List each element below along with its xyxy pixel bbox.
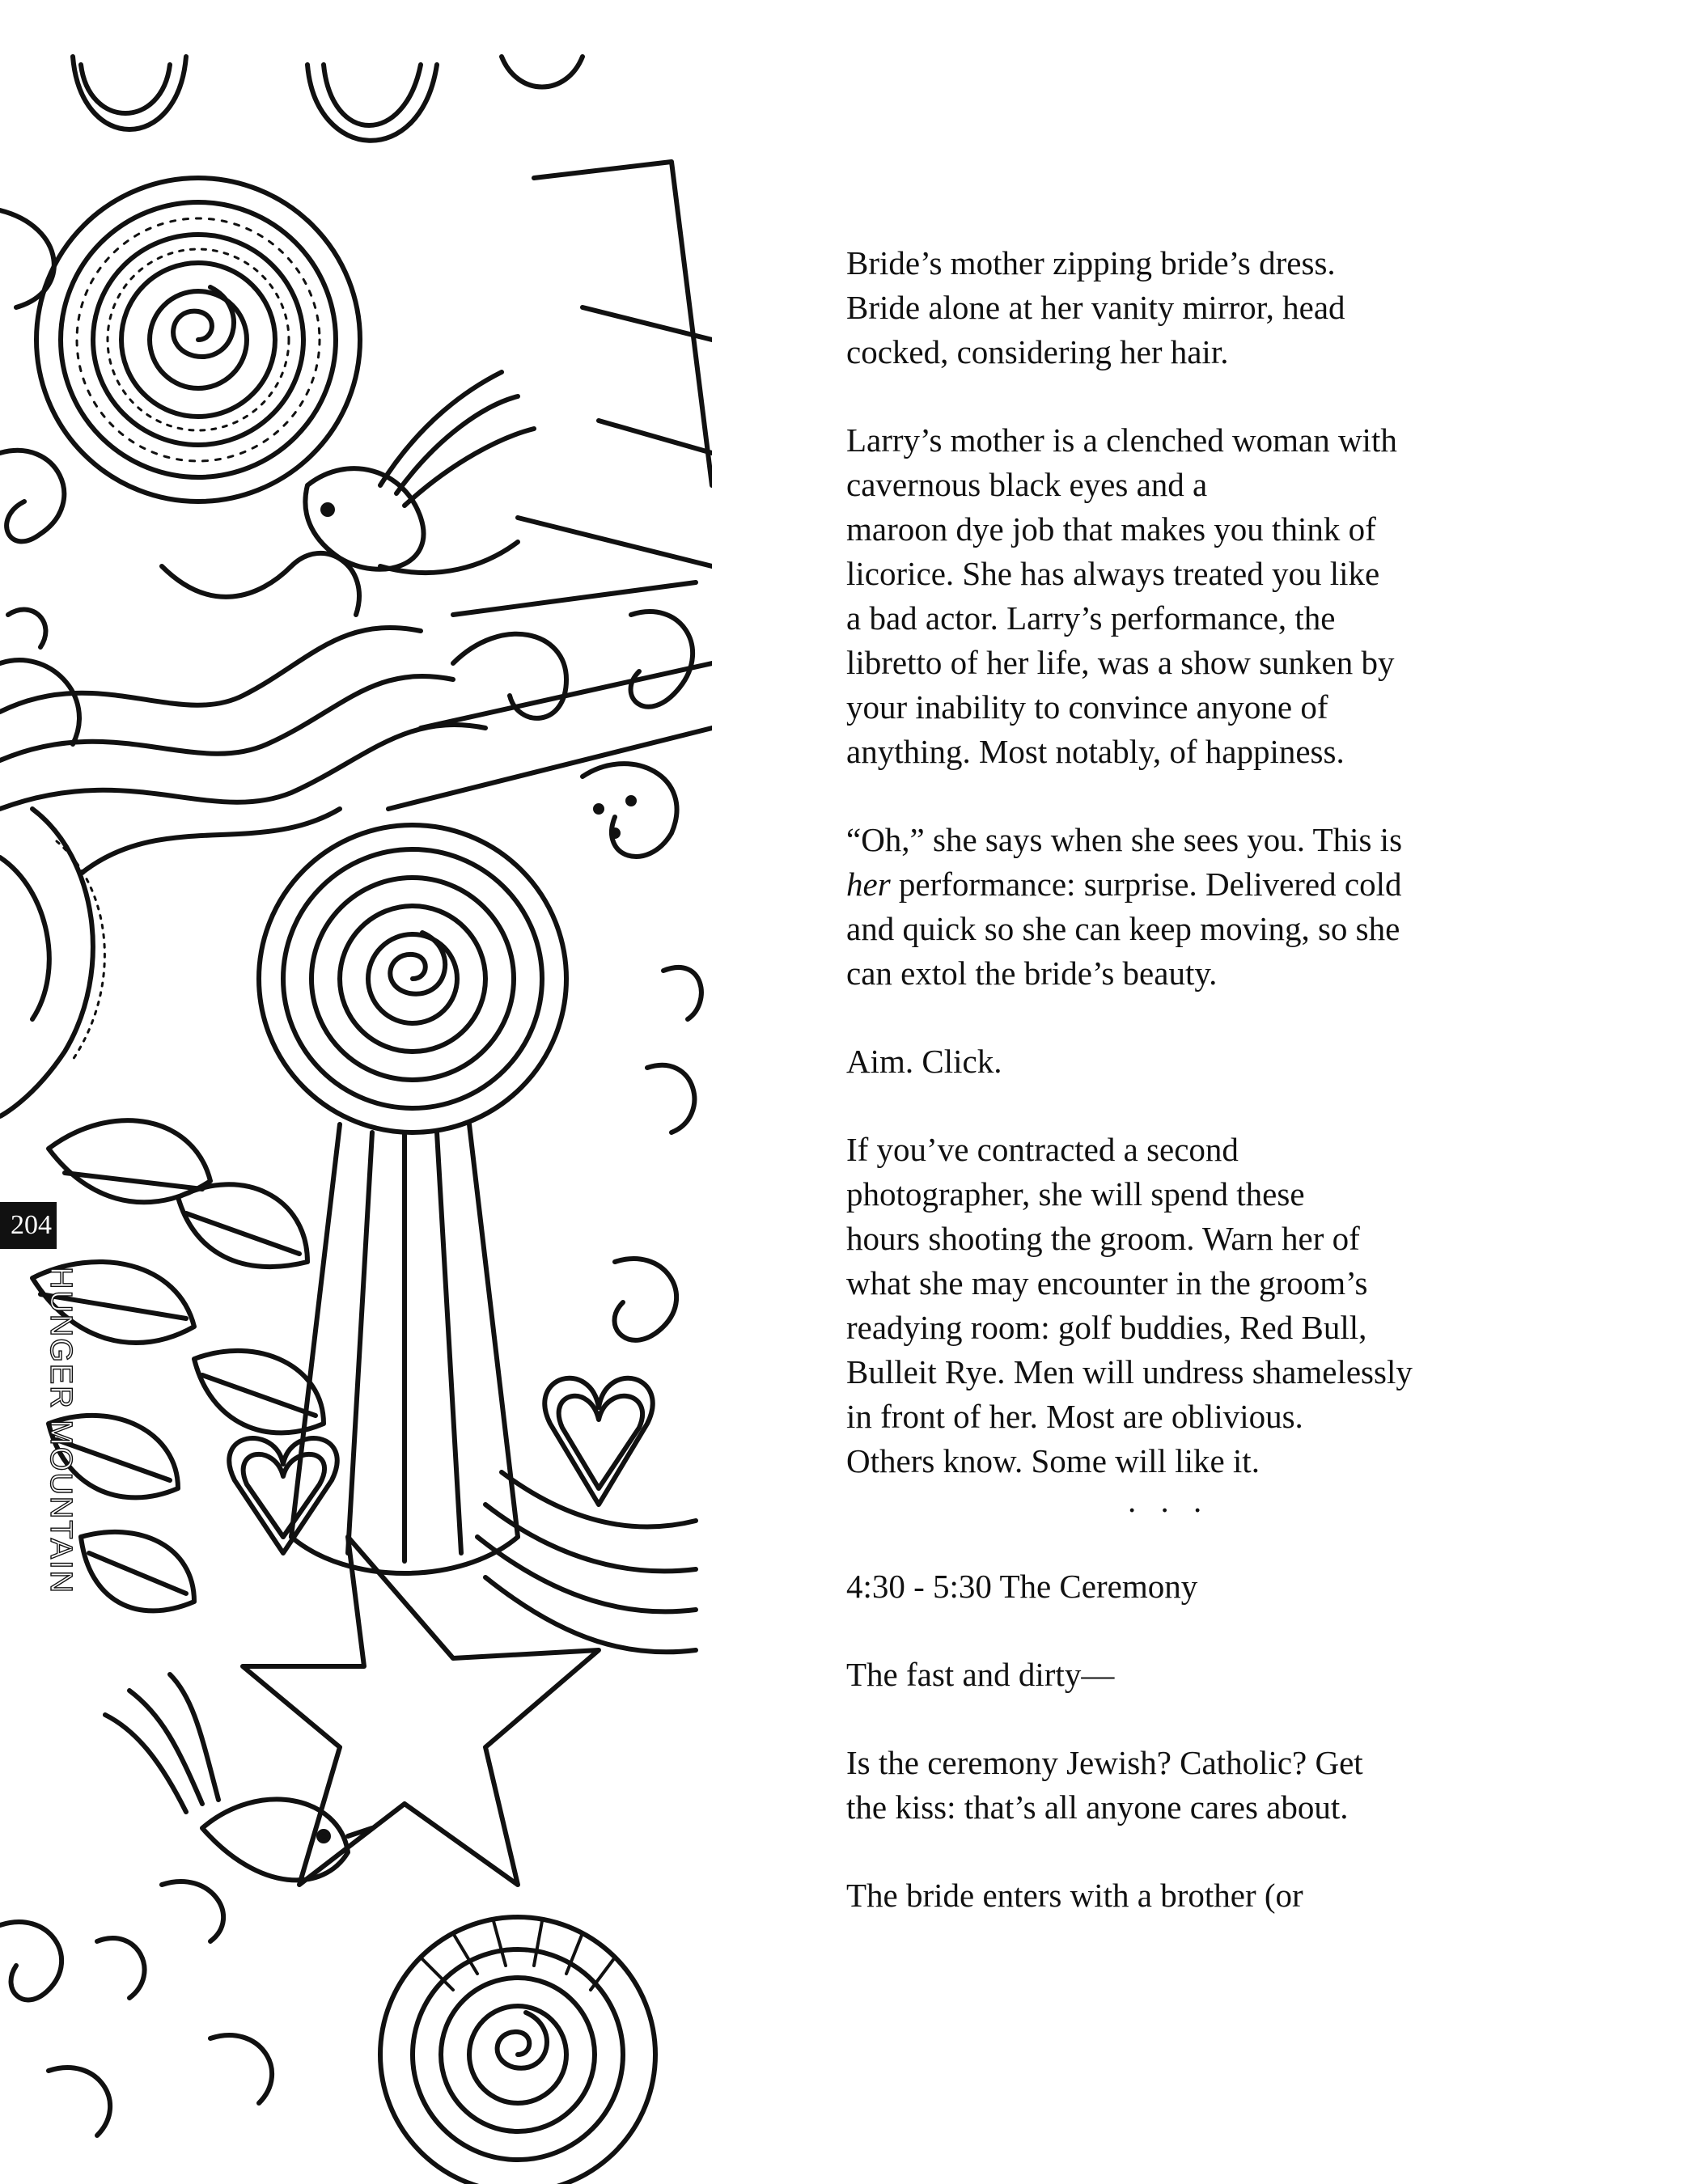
- paragraph: [846, 1039, 1510, 1084]
- text-line: in front of her. Most are oblivious.: [846, 1398, 1303, 1435]
- text-line: cavernous black eyes and a: [846, 466, 1208, 503]
- text-line: Larry’s mother is a clenched woman with: [846, 421, 1397, 459]
- text-line: cocked, considering her hair.: [846, 333, 1229, 370]
- text-line: and quick so she can keep moving, so she: [846, 910, 1400, 947]
- text-line: Aim. Click.: [846, 1043, 1002, 1080]
- text-line: a bad actor. Larry’s performance, the: [846, 599, 1336, 637]
- paragraph: [846, 1741, 1510, 1830]
- running-head: [42, 1267, 78, 1768]
- text-line: [846, 862, 1510, 907]
- text-line: what she may encounter in the groom’s: [846, 1264, 1368, 1302]
- paragraph: [846, 241, 1510, 375]
- decorative-illustration: [0, 0, 712, 2184]
- text-line: Others know. Some will like it.: [846, 1442, 1260, 1479]
- text-line: your inability to convince anyone of: [846, 688, 1328, 726]
- ornamental-line-art-icon: [0, 0, 712, 2184]
- text-line: anything. Most notably, of happiness.: [846, 733, 1345, 770]
- paragraph: [846, 1873, 1510, 1918]
- text-line: photographer, she will spend these: [846, 1175, 1305, 1213]
- text-line: The bride enters with a brother (or: [846, 1877, 1303, 1914]
- text-line: “Oh,” she says when she sees you. This is: [846, 821, 1403, 858]
- paragraph: [846, 818, 1510, 996]
- text-line: If you’ve contracted a second: [846, 1131, 1239, 1168]
- text-line: Is the ceremony Jewish? Catholic? Get: [846, 1744, 1363, 1781]
- page-number: 204: [0, 1202, 57, 1249]
- text-line: maroon dye job that makes you think of: [846, 510, 1376, 548]
- text-line: hours shooting the groom. Warn her of: [846, 1220, 1360, 1257]
- text-line: the kiss: that’s all anyone cares about.: [846, 1788, 1349, 1826]
- text-line: can extol the bride’s beauty.: [846, 954, 1218, 992]
- paragraph: [846, 1128, 1510, 1484]
- paragraph: [846, 418, 1510, 774]
- section-heading: [846, 1564, 1510, 1609]
- italic-word: her: [846, 866, 891, 903]
- section-break: . . .: [1128, 1482, 1210, 1519]
- text-run: performance: surprise. Delivered cold: [890, 866, 1402, 903]
- paragraph: [846, 1653, 1510, 1697]
- text-line: 4:30 - 5:30 The Ceremony: [846, 1568, 1198, 1605]
- text-line: libretto of her life, was a show sunken by: [846, 644, 1395, 681]
- text-line: Bulleit Rye. Men will undress shamelessly: [846, 1353, 1413, 1390]
- body-text: [846, 241, 1510, 1962]
- running-head-text: HUNGER MOUNTAIN: [44, 1267, 78, 1595]
- text-line: Bride alone at her vanity mirror, head: [846, 289, 1345, 326]
- text-line: The fast and dirty—: [846, 1656, 1115, 1693]
- text-line: Bride’s mother zipping bride’s dress.: [846, 244, 1336, 281]
- text-line: licorice. She has always treated you like: [846, 555, 1380, 592]
- text-line: readying room: golf buddies, Red Bull,: [846, 1309, 1367, 1346]
